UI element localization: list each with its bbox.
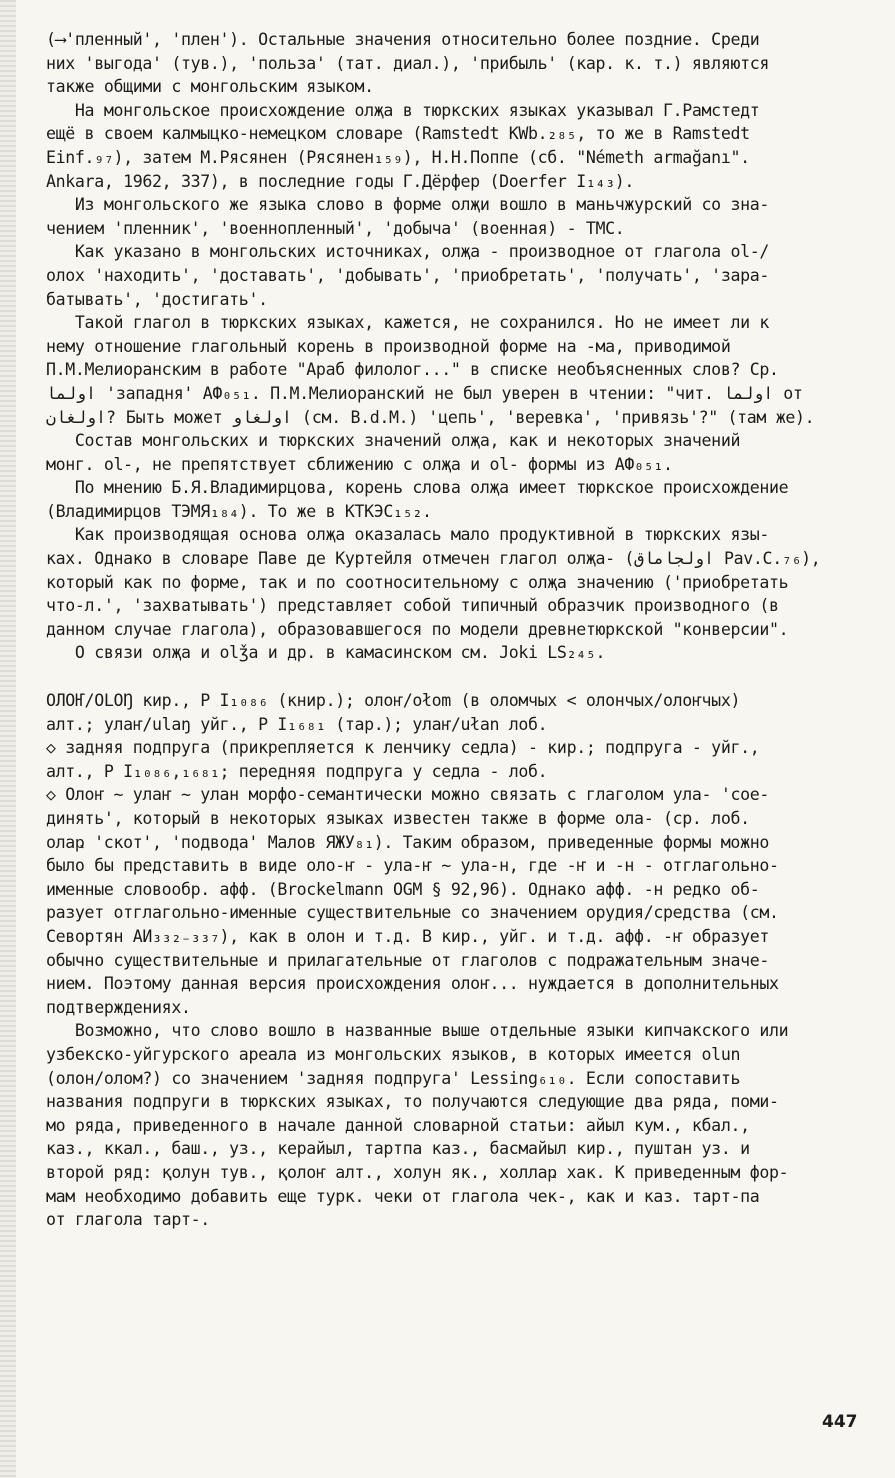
- paragraph-productivity: Как производящая основа олҗа оказалась мало продуктивной в тюркских язы- ках. Однако в словаре Паве де Куртейля отмечен глагол олҗа- (اولجاماق Pav.C.₇₆), который как по форме, так и по соотносительному с олҗа значению ('приобретать что-л.', 'захватывать') представляет собой типичный образчик производного (в данном случае глагола), образовавшегося по модели древнетюркской "конверсии".: [46, 525, 821, 639]
- paragraph-vladimirtsov: По мнению Б.Я.Владимирцова, корень слова олҗа имеет тюркское происхождение (Владимирцов ТЭМЯ₁₈₄). То же в КТКЭС₁₅₂.: [46, 478, 789, 521]
- paragraph-continuation: (⟶'пленный', 'плен'). Остальные значения относительно более поздние. Среди них 'выгода' (тув.), 'польза' (тат. диал.), 'прибыль' (кар. к. т.) являются также общими с монгольским языком.: [46, 30, 770, 97]
- paragraph-derivation: Как указано в монгольских источниках, олҗа - производное от глагола ol-/ олох 'находить', 'доставать', 'добывать', 'приобретать', 'получать', 'зара- батывать', 'достигать'.: [46, 242, 770, 309]
- scan-edge: [0, 0, 16, 1478]
- entry-etymology: ◇ Олоҥ ~ улаҥ ~ улан морфо-семантически можно связать с глаголом ула- 'сое- динять', который в некоторых языках известен также в форме ола- (ср. лоб. олаҏ 'скот', 'подвода' Малов ЯЖУ₈₁). Таким образом, приведенные формы можно было бы представить в виде оло-ҥ - ула-ҥ ~ ула-н, где -ҥ и -н - отглагольно- именные словообр. афф. (Brockelmann OGM § 92,96). Однако афф. -н редко об- разует отглагольно-именные существительные со значением орудия/средства (см. Севортян АИ₃₃₂₋₃₃₇), как в олон и т.д. В кир., уйг. и т.д. афф. -ҥ образует обычно существительные и прилагательные от глаголов с подражательным значе- нием. Поэтому данная версия происхождения олоҥ... нуждается в дополнительных подтверждениях.: [46, 785, 779, 1017]
- dictionary-page: [46, 28, 866, 1232]
- paragraph-mongol-origin: На монгольское происхождение олҗа в тюркских языках указывал Г.Рамстедт ещё в своем калмыцко-немецком словаре (Ramstedt KWb.₂₈₅, то же в Ramstedt Einf.₉₇), затем М.Рясянен (Рясянен₁₅₉), Н.Н.Поппе (сб. "Németh armağanı". Ankara, 1962, 337), в последние годы Г.Дёрфер (Doerfer I₁₄₃).: [46, 100, 760, 191]
- entry-gap: [46, 665, 866, 689]
- page-number: 447: [822, 1412, 858, 1432]
- entry-comparison: Возможно, что слово вошло в названные выше отдельные языки кипчакского или узбекско-уйгурского ареала из монгольских языков, в которых имеется olun (олон/олом?) со значением 'задняя подпруга' Lessing₆₁₀. Если сопоставить названия подпруги в тюркских языках, то получаются следующие два ряда, поми- мо ряда, приведенного в начале данной словарной статьи: айыл кум., кбал., каз., ккал., баш., уз., керайыл, тартпа каз., басмайыл кир., пуштан уз. и второй ряд: қолун тув., қолоҥ алт., холун як., холлаҏ хак. К приведенным фор- мам необходимо добавить еще турк. чеки от глагола чек-, как и каз. тарт-па от глагола тарт-.: [46, 1021, 789, 1230]
- entry-meaning: ◇ задняя подпруга (прикрепляется к ленчику седла) - кир.; подпруга - уйг., алт., Р I₁₀₈₆,₁₆₈₁; передняя подпруга у седла - лоб.: [46, 738, 760, 781]
- paragraph-kamassian: О связи олҗа и olǯa и др. в камасинском см. Joki LS₂₄₅.: [46, 643, 606, 663]
- entry-headword-olon: ОЛОҤ/OLOŊ кир., Р I₁₀₈₆ (книр.); олоҥ/ołom (в оломчых < олончых/олоҥчых) алт.; улаҥ/ulaŋ уйг., Р I₁₆₈₁ (тар.); улаҥ/ułan лоб.: [46, 691, 741, 734]
- paragraph-composition: Состав монгольских и тюркских значений олҗа, как и некоторых значений монг. ol-, не препятствует сближению с олҗа и ol- формы из АФ₀₅₁.: [46, 431, 741, 474]
- paragraph-melioransky: Такой глагол в тюркских языках, кажется, не сохранился. Но не имеет ли к нему отношение глагольный корень в производной форме на -ма, приводимой П.М.Мелиоранским в работе "Араб филолог..." в списке необъясненных слов? Ср. اولما 'западня' АФ₀₅₁. П.М.Мелиоранский не был уверен в чтении: "чит. اولما от اولغان? Быть может اولغاو (см. В.d.М.) 'цепь', 'веревка', 'привязь'?" (там же).: [46, 313, 815, 427]
- paragraph-manchu: Из монгольского же языка слово в форме олҗи вошло в маньчжурский со зна- чением 'пленник', 'военнопленный', 'добыча' (военная) - ТМС.: [46, 195, 770, 238]
